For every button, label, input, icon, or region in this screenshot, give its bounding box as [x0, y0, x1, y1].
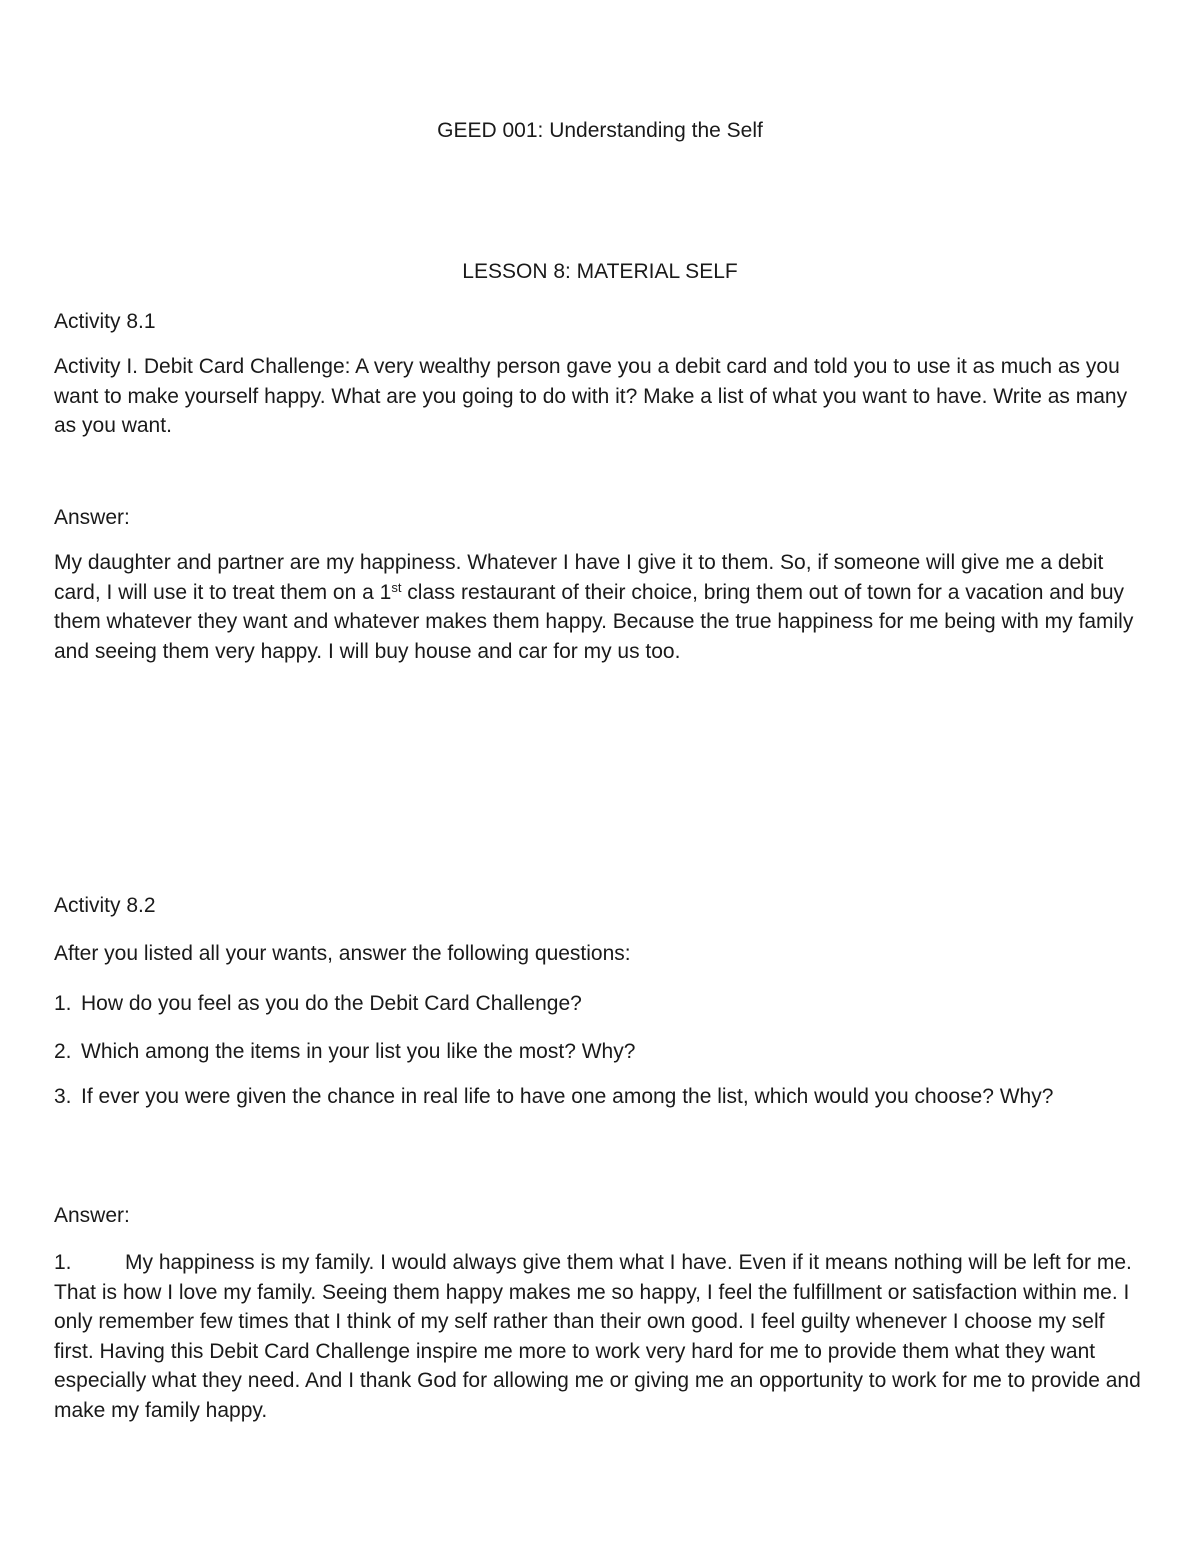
- activity-8-1-heading: Activity 8.1: [54, 310, 156, 333]
- answer-text-part: My daughter and partner are my happiness. Whatever I have I give it to them. So, if someone will give me a debit card, I will use it to treat them on a 1: [54, 551, 1104, 604]
- lesson-title: LESSON 8: MATERIAL SELF: [462, 260, 738, 283]
- activity-8-2-intro: After you listed all your wants, answer the following questions:: [54, 942, 631, 965]
- activity-8-1-answer-label: Answer:: [54, 506, 130, 529]
- answer-text-part: class restaurant of their choice, bring them out of town for a vacation and buy them whatever they want and whatever makes them happy. Because the true happiness for me being with my family and seeing them very happy. I will buy house and car for my us too.: [54, 580, 1134, 663]
- answer-text: My happiness is my family. I would always give them what I have. Even if it means nothing will be left for me. That is how I love my family. Seeing them happy makes me so happy, I feel the fulfillment or satisfaction within me. I only remember few times that I think of my self rather than their own good. I feel guilty whenever I choose my self first. Having this Debit Card Challenge inspire me more to work very hard for me to provide them what they want especially what they need. And I thank God for allowing me or giving me an opportunity to work for me to provide and make my family happy.: [54, 1251, 1141, 1422]
- activity-8-2-answer-label: Answer:: [54, 1204, 130, 1227]
- question-item: [54, 1082, 1144, 1111]
- question-text: How do you feel as you do the Debit Card Challenge?: [81, 992, 582, 1015]
- question-text: If ever you were given the chance in real life to have one among the list, which would you choose? Why?: [81, 1085, 1054, 1108]
- question-number: 3.: [54, 1085, 72, 1108]
- ordinal-superscript: st: [391, 579, 402, 595]
- activity-8-2-answer: [54, 1248, 1144, 1426]
- question-text: Which among the items in your list you like the most? Why?: [81, 1040, 636, 1063]
- activity-8-1-prompt: Activity I. Debit Card Challenge: A very wealthy person gave you a debit card and told you to use it as much as you want to make yourself happy. What are you going to do with it? Make a list of what you want to have. Write as many as you want.: [54, 355, 1128, 438]
- course-title: GEED 001: Understanding the Self: [437, 119, 763, 142]
- activity-8-1-answer: [54, 548, 1144, 666]
- answer-number: 1.: [54, 1251, 72, 1274]
- question-item: [54, 989, 1144, 1018]
- activity-8-2-heading: Activity 8.2: [54, 894, 156, 917]
- question-number: 2.: [54, 1040, 72, 1063]
- question-item: [54, 1037, 1144, 1066]
- question-number: 1.: [54, 992, 72, 1015]
